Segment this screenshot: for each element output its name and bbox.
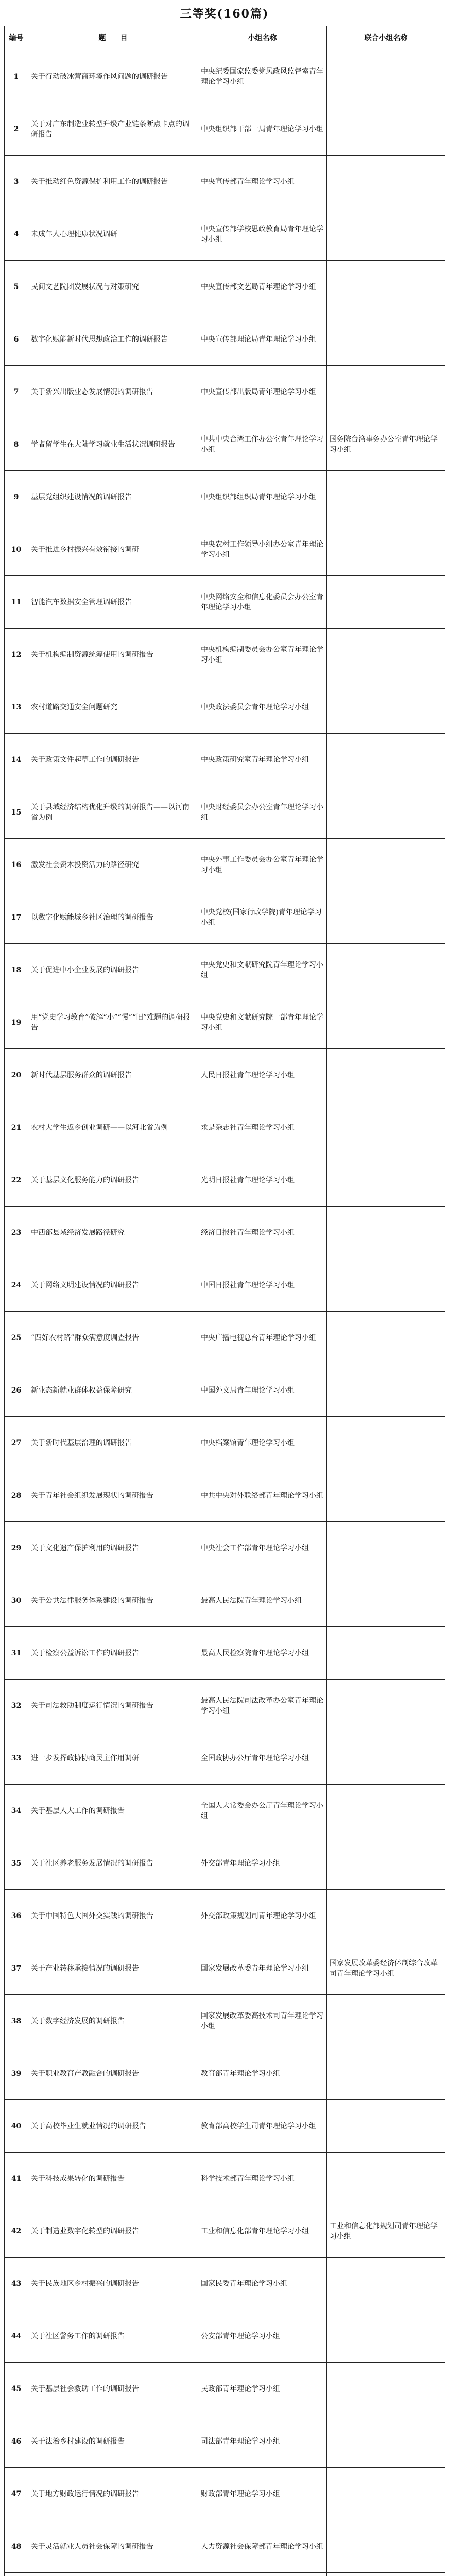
cell-group: 中央组织部组织局青年理论学习小组 bbox=[198, 471, 327, 523]
cell-group: 求是杂志社青年理论学习小组 bbox=[198, 1101, 327, 1154]
cell-no: 23 bbox=[5, 1207, 28, 1259]
table-row bbox=[5, 103, 445, 156]
table-row bbox=[5, 471, 445, 523]
cell-topic: 学者留学生在大陆学习就业生活状况调研报告 bbox=[28, 418, 198, 471]
cell-group: 中央组织部干部一局青年理论学习小组 bbox=[198, 103, 327, 156]
cell-topic: 新时代基层服务群众的调研报告 bbox=[28, 1049, 198, 1101]
cell-topic: 关于促进中小企业发展的调研报告 bbox=[28, 944, 198, 996]
cell-group: 中央党校(国家行政学院)青年理论学习小组 bbox=[198, 891, 327, 944]
table-row bbox=[5, 1732, 445, 1785]
table-row bbox=[5, 1049, 445, 1101]
cell-group: 最高人民法院青年理论学习小组 bbox=[198, 1574, 327, 1627]
table-row bbox=[5, 1101, 445, 1154]
cell-joint bbox=[327, 471, 445, 523]
cell-topic: 关于公共法律服务体系建设的调研报告 bbox=[28, 1574, 198, 1627]
cell-group: 中央宣传部学校思政教育局青年理论学习小组 bbox=[198, 208, 327, 261]
cell-topic: 关于社区警务工作的调研报告 bbox=[28, 2310, 198, 2363]
table-row bbox=[5, 629, 445, 681]
cell-no: 42 bbox=[5, 2205, 28, 2258]
cell-no: 6 bbox=[5, 313, 28, 366]
cell-topic: 关于法治乡村建设的调研报告 bbox=[28, 2415, 198, 2468]
cell-no: 46 bbox=[5, 2415, 28, 2468]
cell-no: 18 bbox=[5, 944, 28, 996]
table-row bbox=[5, 1574, 445, 1627]
cell-group: 中央宣传部出版局青年理论学习小组 bbox=[198, 366, 327, 418]
cell-topic: 关于基层文化服务能力的调研报告 bbox=[28, 1154, 198, 1207]
cell-joint bbox=[327, 2520, 445, 2573]
cell-topic: 关于检察公益诉讼工作的调研报告 bbox=[28, 1627, 198, 1680]
cell-joint bbox=[327, 2047, 445, 2100]
cell-topic: 关于新时代基层治理的调研报告 bbox=[28, 1417, 198, 1469]
cell-topic: 基层党组织建设情况的调研报告 bbox=[28, 471, 198, 523]
table-row bbox=[5, 156, 445, 208]
cell-no: 16 bbox=[5, 839, 28, 891]
cell-joint bbox=[327, 734, 445, 786]
cell-no: 48 bbox=[5, 2520, 28, 2573]
cell-no: 44 bbox=[5, 2310, 28, 2363]
cell-joint bbox=[327, 1995, 445, 2047]
cell-no: 1 bbox=[5, 50, 28, 103]
cell-joint bbox=[327, 629, 445, 681]
table-row bbox=[5, 2573, 445, 2576]
cell-topic: 中西部县域经济发展路径研究 bbox=[28, 1207, 198, 1259]
cell-no: 9 bbox=[5, 471, 28, 523]
cell-group: 全国人大常委会办公厅青年理论学习小组 bbox=[198, 1785, 327, 1837]
table-row bbox=[5, 1942, 445, 1995]
cell-joint bbox=[327, 1364, 445, 1417]
cell-topic: 农村大学生返乡创业调研——以河北省为例 bbox=[28, 1101, 198, 1154]
cell-joint bbox=[327, 2415, 445, 2468]
table-row bbox=[5, 786, 445, 839]
cell-topic: 关于职业教育产教融合的调研报告 bbox=[28, 2047, 198, 2100]
table-row bbox=[5, 2363, 445, 2415]
cell-joint bbox=[327, 156, 445, 208]
cell-group: 中国日报社青年理论学习小组 bbox=[198, 1259, 327, 1312]
table-row bbox=[5, 576, 445, 629]
cell-topic: 关于司法救助制度运行情况的调研报告 bbox=[28, 1680, 198, 1732]
cell-group: 中央宣传部青年理论学习小组 bbox=[198, 156, 327, 208]
cell-group: 司法部青年理论学习小组 bbox=[198, 2415, 327, 2468]
cell-joint bbox=[327, 1732, 445, 1785]
cell-group: 国家发展改革委高技术司青年理论学习小组 bbox=[198, 1995, 327, 2047]
table-row bbox=[5, 2153, 445, 2205]
cell-topic: 以数字化赋能城乡社区治理的调研报告 bbox=[28, 891, 198, 944]
table-row bbox=[5, 1785, 445, 1837]
header-topic: 题 目 bbox=[28, 26, 198, 50]
table-row bbox=[5, 2258, 445, 2310]
cell-joint bbox=[327, 1259, 445, 1312]
table-row bbox=[5, 681, 445, 734]
cell-group: 科学技术部青年理论学习小组 bbox=[198, 2153, 327, 2205]
cell-no: 29 bbox=[5, 1522, 28, 1574]
cell-topic: 关于推进乡村振兴有效衔接的调研 bbox=[28, 523, 198, 576]
cell-topic: 关于产业转移承接情况的调研报告 bbox=[28, 1942, 198, 1995]
cell-group: 中央党史和文献研究院一部青年理论学习小组 bbox=[198, 996, 327, 1049]
cell-group: 中共中央台湾工作办公室青年理论学习小组 bbox=[198, 418, 327, 471]
cell-joint bbox=[327, 2310, 445, 2363]
cell-no: 39 bbox=[5, 2047, 28, 2100]
cell-group: 教育部青年理论学习小组 bbox=[198, 2047, 327, 2100]
cell-topic: 关于中国特色大国外交实践的调研报告 bbox=[28, 1890, 198, 1942]
cell-group: 中央政法委员会青年理论学习小组 bbox=[198, 681, 327, 734]
table-row bbox=[5, 2310, 445, 2363]
cell-joint bbox=[327, 786, 445, 839]
table-row bbox=[5, 1469, 445, 1522]
cell-joint bbox=[327, 1627, 445, 1680]
cell-no: 31 bbox=[5, 1627, 28, 1680]
cell-topic: 关于县域经济结构优化升级的调研报告——以河南省为例 bbox=[28, 786, 198, 839]
cell-topic: 关于文化遗产保护利用的调研报告 bbox=[28, 1522, 198, 1574]
cell-joint bbox=[327, 681, 445, 734]
cell-group: 人力资源社会保障部青年理论学习小组 bbox=[198, 2520, 327, 2573]
cell-joint bbox=[327, 2468, 445, 2520]
cell-group: 财政部青年理论学习小组 bbox=[198, 2468, 327, 2520]
cell-group: 中央党史和文献研究院青年理论学习小组 bbox=[198, 944, 327, 996]
table-row bbox=[5, 50, 445, 103]
header-group: 小组名称 bbox=[198, 26, 327, 50]
cell-no: 14 bbox=[5, 734, 28, 786]
cell-no: 12 bbox=[5, 629, 28, 681]
table-row bbox=[5, 418, 445, 471]
cell-topic: 民间文艺院团发展状况与对策研究 bbox=[28, 261, 198, 313]
cell-no bbox=[5, 2573, 28, 2576]
cell-joint bbox=[327, 1680, 445, 1732]
header-no: 编号 bbox=[5, 26, 28, 50]
cell-joint bbox=[327, 1574, 445, 1627]
cell-topic: 关于数字经济发展的调研报告 bbox=[28, 1995, 198, 2047]
cell-topic: 关于对广东制造业转型升级产业链条断点卡点的调研报告 bbox=[28, 103, 198, 156]
cell-group: 中央农村工作领导小组办公室青年理论学习小组 bbox=[198, 523, 327, 576]
table-row bbox=[5, 313, 445, 366]
cell-topic: 关于青年社会组织发展现状的调研报告 bbox=[28, 1469, 198, 1522]
table-row bbox=[5, 996, 445, 1049]
cell-no: 10 bbox=[5, 523, 28, 576]
table-row bbox=[5, 523, 445, 576]
cell-joint bbox=[327, 2153, 445, 2205]
cell-no: 5 bbox=[5, 261, 28, 313]
cell-no: 7 bbox=[5, 366, 28, 418]
cell-topic: 新业态新就业群体权益保障研究 bbox=[28, 1364, 198, 1417]
cell-group: 最高人民检察院青年理论学习小组 bbox=[198, 1627, 327, 1680]
cell-topic: 关于社区养老服务发展情况的调研报告 bbox=[28, 1837, 198, 1890]
cell-group: 国家民委青年理论学习小组 bbox=[198, 2258, 327, 2310]
table-row bbox=[5, 944, 445, 996]
cell-group: 中共中央对外联络部青年理论学习小组 bbox=[198, 1469, 327, 1522]
table-row bbox=[5, 261, 445, 313]
cell-no: 20 bbox=[5, 1049, 28, 1101]
cell-group: 中央广播电视总台青年理论学习小组 bbox=[198, 1312, 327, 1364]
table-row bbox=[5, 2205, 445, 2258]
table-row bbox=[5, 1417, 445, 1469]
table-row bbox=[5, 208, 445, 261]
cell-joint bbox=[327, 2100, 445, 2153]
cell-no: 4 bbox=[5, 208, 28, 261]
cell-group: 中央档案馆青年理论学习小组 bbox=[198, 1417, 327, 1469]
table-row bbox=[5, 891, 445, 944]
table-row bbox=[5, 1259, 445, 1312]
cell-no: 15 bbox=[5, 786, 28, 839]
cell-no: 26 bbox=[5, 1364, 28, 1417]
cell-topic: 关于灵活就业人员社会保障的调研报告 bbox=[28, 2520, 198, 2573]
cell-joint bbox=[327, 1049, 445, 1101]
cell-group: 光明日报社青年理论学习小组 bbox=[198, 1154, 327, 1207]
table-row bbox=[5, 1364, 445, 1417]
cell-topic: 关于制造业数字化转型的调研报告 bbox=[28, 2205, 198, 2258]
cell-group: 中央政策研究室青年理论学习小组 bbox=[198, 734, 327, 786]
cell-joint bbox=[327, 1469, 445, 1522]
cell-topic: 关于高校毕业生就业情况的调研报告 bbox=[28, 2100, 198, 2153]
cell-group: 中央宣传部文艺局青年理论学习小组 bbox=[198, 261, 327, 313]
cell-joint bbox=[327, 1785, 445, 1837]
table-row bbox=[5, 1680, 445, 1732]
cell-joint bbox=[327, 1417, 445, 1469]
table-row bbox=[5, 734, 445, 786]
cell-joint bbox=[327, 944, 445, 996]
cell-no: 37 bbox=[5, 1942, 28, 1995]
cell-joint bbox=[327, 2363, 445, 2415]
cell-no: 11 bbox=[5, 576, 28, 629]
cell-joint bbox=[327, 261, 445, 313]
table-row bbox=[5, 1837, 445, 1890]
cell-group: 外交部青年理论学习小组 bbox=[198, 1837, 327, 1890]
cell-group: 中央机构编制委员会办公室青年理论学习小组 bbox=[198, 629, 327, 681]
cell-joint bbox=[327, 1207, 445, 1259]
cell-group: 外交部政策规划司青年理论学习小组 bbox=[198, 1890, 327, 1942]
table-row bbox=[5, 1890, 445, 1942]
table-row bbox=[5, 366, 445, 418]
cell-topic: 未成年人心理健康状况调研 bbox=[28, 208, 198, 261]
cell-no: 38 bbox=[5, 1995, 28, 2047]
cell-joint bbox=[327, 1890, 445, 1942]
cell-group: 中央纪委国家监委党风政风监督室青年理论学习小组 bbox=[198, 50, 327, 103]
cell-no: 34 bbox=[5, 1785, 28, 1837]
cell-joint bbox=[327, 208, 445, 261]
cell-joint: 工业和信息化部规划司青年理论学习小组 bbox=[327, 2205, 445, 2258]
table-row bbox=[5, 2047, 445, 2100]
cell-joint bbox=[327, 891, 445, 944]
cell-group: 教育部高校学生司青年理论学习小组 bbox=[198, 2100, 327, 2153]
cell-joint bbox=[327, 50, 445, 103]
cell-group: 经济日报社青年理论学习小组 bbox=[198, 1207, 327, 1259]
section-title: 三等奖(160篇) bbox=[180, 7, 269, 21]
table-row bbox=[5, 1207, 445, 1259]
cell-joint: 国务院台湾事务办公室青年理论学习小组 bbox=[327, 418, 445, 471]
cell-joint bbox=[327, 576, 445, 629]
header-joint: 联合小组名称 bbox=[327, 26, 445, 50]
cell-no: 27 bbox=[5, 1417, 28, 1469]
table-row bbox=[5, 1995, 445, 2047]
cell-no: 40 bbox=[5, 2100, 28, 2153]
cell-group: 工业和信息化部青年理论学习小组 bbox=[198, 2205, 327, 2258]
cell-topic: 关于民族地区乡村振兴的调研报告 bbox=[28, 2258, 198, 2310]
cell-no: 35 bbox=[5, 1837, 28, 1890]
table-header bbox=[5, 26, 445, 50]
cell-topic: 关于基层人大工作的调研报告 bbox=[28, 1785, 198, 1837]
cell-no: 21 bbox=[5, 1101, 28, 1154]
cell-no: 45 bbox=[5, 2363, 28, 2415]
cell-topic: 农村道路交通安全问题研究 bbox=[28, 681, 198, 734]
cell-no: 3 bbox=[5, 156, 28, 208]
cell-joint bbox=[327, 1837, 445, 1890]
cell-joint bbox=[327, 996, 445, 1049]
cell-topic: 关于基层社会救助工作的调研报告 bbox=[28, 2363, 198, 2415]
cell-topic: 智能汽车数据安全管理调研报告 bbox=[28, 576, 198, 629]
cell-group: 中央社会工作部青年理论学习小组 bbox=[198, 1522, 327, 1574]
cell-joint bbox=[327, 313, 445, 366]
table-row bbox=[5, 1627, 445, 1680]
cell-topic: 关于行动破冰营商环境作风问题的调研报告 bbox=[28, 50, 198, 103]
cell-no: 24 bbox=[5, 1259, 28, 1312]
cell-no: 30 bbox=[5, 1574, 28, 1627]
cell-no: 28 bbox=[5, 1469, 28, 1522]
cell-topic: 关于推动红色资源保护利用工作的调研报告 bbox=[28, 156, 198, 208]
cell-group bbox=[198, 2573, 327, 2576]
cell-topic bbox=[28, 2573, 198, 2576]
cell-group: 最高人民法院司法改革办公室青年理论学习小组 bbox=[198, 1680, 327, 1732]
cell-no: 33 bbox=[5, 1732, 28, 1785]
cell-no: 36 bbox=[5, 1890, 28, 1942]
cell-no: 19 bbox=[5, 996, 28, 1049]
header-row bbox=[5, 26, 445, 50]
cell-no: 41 bbox=[5, 2153, 28, 2205]
cell-joint bbox=[327, 523, 445, 576]
cell-joint bbox=[327, 103, 445, 156]
cell-group: 中央宣传部理论局青年理论学习小组 bbox=[198, 313, 327, 366]
cell-no: 17 bbox=[5, 891, 28, 944]
cell-joint bbox=[327, 1522, 445, 1574]
cell-topic: 关于政策文件起草工作的调研报告 bbox=[28, 734, 198, 786]
cell-joint: 国家发展改革委经济体制综合改革司青年理论学习小组 bbox=[327, 1942, 445, 1995]
table-row bbox=[5, 2468, 445, 2520]
cell-group: 中国外文局青年理论学习小组 bbox=[198, 1364, 327, 1417]
table-row bbox=[5, 2415, 445, 2468]
table-row bbox=[5, 1154, 445, 1207]
table-row bbox=[5, 1312, 445, 1364]
table-row bbox=[5, 2520, 445, 2573]
cell-no: 22 bbox=[5, 1154, 28, 1207]
cell-topic: 用“党史学习教育”破解“小”“慢”“旧”难题的调研报告 bbox=[28, 996, 198, 1049]
cell-group: 中央外事工作委员会办公室青年理论学习小组 bbox=[198, 839, 327, 891]
cell-no: 32 bbox=[5, 1680, 28, 1732]
cell-group: 公安部青年理论学习小组 bbox=[198, 2310, 327, 2363]
cell-topic: 关于网络文明建设情况的调研报告 bbox=[28, 1259, 198, 1312]
table-row bbox=[5, 2100, 445, 2153]
table-row bbox=[5, 1522, 445, 1574]
cell-topic: 激发社会资本投资活力的路径研究 bbox=[28, 839, 198, 891]
cell-topic: “四好农村路”群众满意度调查报告 bbox=[28, 1312, 198, 1364]
cell-no: 13 bbox=[5, 681, 28, 734]
cell-group: 人民日报社青年理论学习小组 bbox=[198, 1049, 327, 1101]
cell-no: 2 bbox=[5, 103, 28, 156]
cell-group: 全国政协办公厅青年理论学习小组 bbox=[198, 1732, 327, 1785]
cell-topic: 关于机构编制资源统筹使用的调研报告 bbox=[28, 629, 198, 681]
cell-group: 民政部青年理论学习小组 bbox=[198, 2363, 327, 2415]
table-body bbox=[5, 50, 445, 2576]
cell-group: 中央网络安全和信息化委员会办公室青年理论学习小组 bbox=[198, 576, 327, 629]
cell-group: 国家发展改革委青年理论学习小组 bbox=[198, 1942, 327, 1995]
table-row bbox=[5, 839, 445, 891]
cell-joint bbox=[327, 1101, 445, 1154]
cell-joint bbox=[327, 1312, 445, 1364]
cell-no: 25 bbox=[5, 1312, 28, 1364]
cell-joint bbox=[327, 839, 445, 891]
award-table bbox=[4, 26, 445, 2576]
cell-joint bbox=[327, 1154, 445, 1207]
cell-joint bbox=[327, 366, 445, 418]
cell-topic: 关于新兴出版业态发展情况的调研报告 bbox=[28, 366, 198, 418]
cell-topic: 关于地方财政运行情况的调研报告 bbox=[28, 2468, 198, 2520]
cell-topic: 数字化赋能新时代思想政治工作的调研报告 bbox=[28, 313, 198, 366]
cell-topic: 关于科技成果转化的调研报告 bbox=[28, 2153, 198, 2205]
cell-no: 43 bbox=[5, 2258, 28, 2310]
cell-group: 中央财经委员会办公室青年理论学习小组 bbox=[198, 786, 327, 839]
cell-no: 8 bbox=[5, 418, 28, 471]
cell-joint bbox=[327, 2573, 445, 2576]
cell-joint bbox=[327, 2258, 445, 2310]
cell-no: 47 bbox=[5, 2468, 28, 2520]
cell-topic: 进一步发挥政协协商民主作用调研 bbox=[28, 1732, 198, 1785]
